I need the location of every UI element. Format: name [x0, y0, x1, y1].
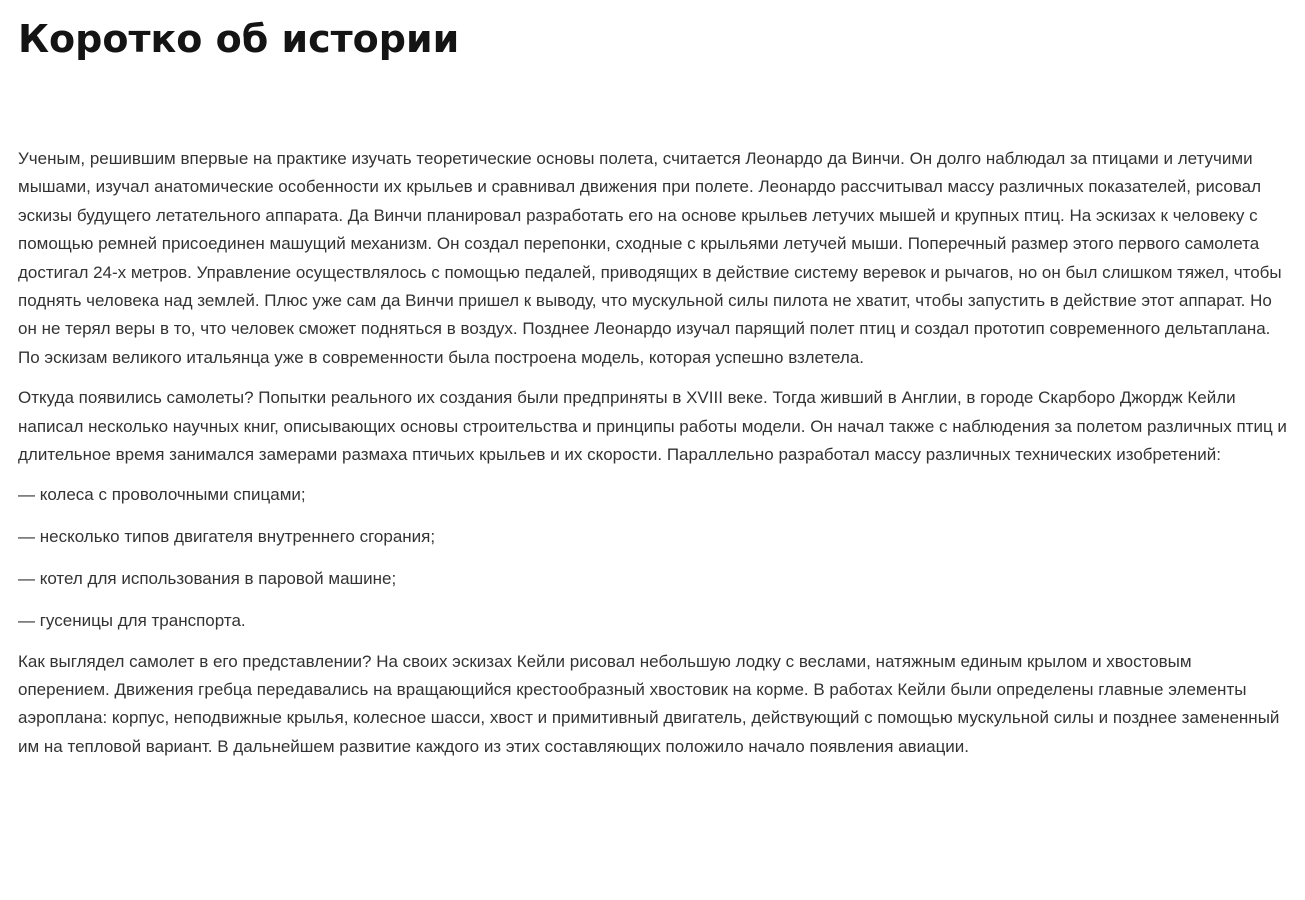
inventions-list: [18, 481, 1288, 635]
paragraph-da-vinci: Ученым, решившим впервые на практике изучать теоретические основы полета, считается Леонардо да Винчи. Он долго наблюдал за птицами и летучими мышами, изучал анатомические особенности их крыльев и сравнивал движения при полете. Леонардо рассчитывал массу различных показателей, рисовал эскизы будущего летательного аппарата. Да Винчи планировал разработать его на основе крыльев летучих мышей и крупных птиц. На эскизах к человеку с помощью ремней присоединен машущий механизм. Он создал перепонки, сходные с крыльями летучей мыши. Поперечный размер этого первого самолета достигал 24-х метров. Управление осуществлялось с помощью педалей, приводящих в действие систему веревок и рычагов, но он был слишком тяжел, чтобы поднять человека над землей. Плюс уже сам да Винчи пришел к выводу, что мускульной силы пилота не хватит, чтобы запустить в действие этот аппарат. Но он не терял веры в то, что человек сможет подняться в воздух. Позднее Леонардо изучал парящий полет птиц и создал прототип современного дельтаплана. По эскизам великого итальянца уже в современности была построена модель, которая успешно взлетела.: [18, 149, 1282, 367]
paragraph-cayley-intro: Откуда появились самолеты? Попытки реального их создания были предприняты в XVIII веке. Тогда живший в Англии, в городе Скарборо Джордж Кейли написал несколько научных книг, описывающих основы строительства и принципы работы модели. Он начал также с наблюдения за полетом различных птиц и длительное время занимался замерами размаха птичьих крыльев и их скорости. Параллельно разработал массу различных технических изобретений:: [18, 388, 1287, 465]
article: [18, 0, 1288, 761]
list-item: — гусеницы для транспорта.: [18, 611, 246, 631]
page-title: Коротко об истории: [18, 17, 460, 61]
list-item: — колеса с проволочными спицами;: [18, 485, 306, 505]
list-item: — котел для использования в паровой машине;: [18, 569, 397, 589]
paragraph-cayley-design: Как выглядел самолет в его представлении? На своих эскизах Кейли рисовал небольшую лодку с веслами, натяжным единым крылом и хвостовым оперением. Движения гребца передавались на вращающийся крестообразный хвостовик на корме. В работах Кейли были определены главные элементы аэроплана: корпус, неподвижные крылья, колесное шасси, хвост и примитивный двигатель, действующий с помощью мускульной силы и позднее замененный им на тепловой вариант. В дальнейшем развитие каждого из этих составляющих положило начало появления авиации.: [18, 651, 1280, 756]
list-item: — несколько типов двигателя внутреннего сгорания;: [18, 527, 436, 547]
